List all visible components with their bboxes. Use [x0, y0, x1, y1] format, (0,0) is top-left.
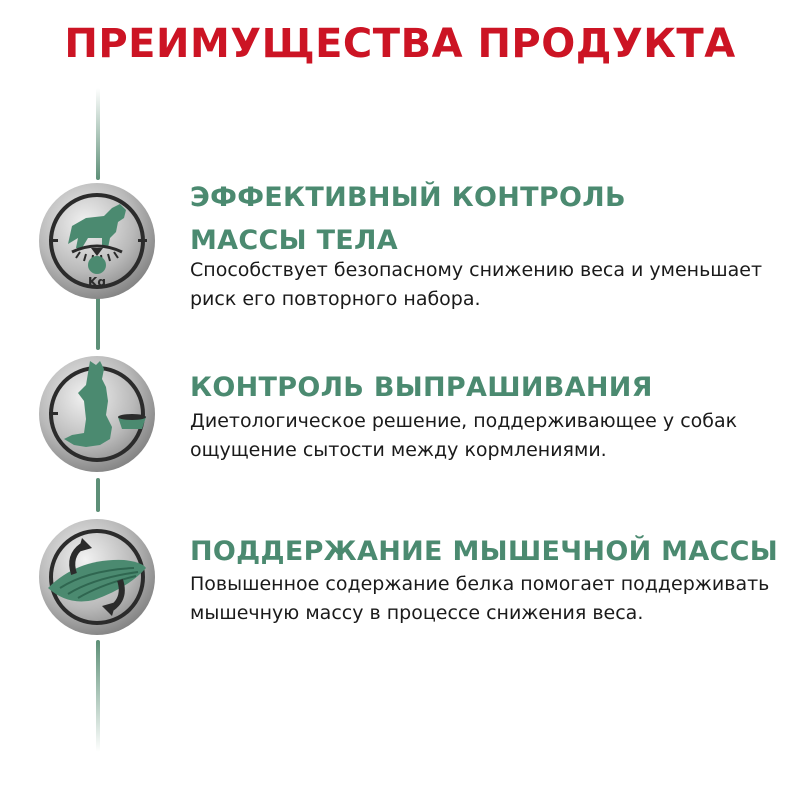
benefit-desc-line: Диетологическое решение, поддерживающее у собак: [190, 410, 738, 432]
benefit-title-line: ЭФФЕКТИВНЫЙ КОНТРОЛЬ: [190, 182, 626, 213]
dog-weight-scale-icon: [38, 182, 156, 300]
benefit-desc-line: Способствует безопасному снижению веса и уменьшает: [190, 259, 763, 281]
benefit-description: [190, 407, 790, 465]
benefit-description: [190, 256, 790, 314]
benefit-title-line: КОНТРОЛЬ ВЫПРАШИВАНИЯ: [190, 372, 653, 403]
kg-label: Kg: [88, 275, 106, 289]
timeline-line: [96, 296, 100, 350]
timeline-line: [96, 478, 100, 512]
benefit-desc-line: ощущение сытости между кормлениями.: [190, 439, 607, 461]
benefit-desc-line: мышечную массу в процессе снижения веса.: [190, 602, 644, 624]
benefit-title: [190, 366, 780, 409]
benefit-title: [190, 176, 780, 262]
benefit-title: [190, 530, 780, 573]
timeline-line: [96, 640, 100, 752]
dog-begging-bowl-icon: [38, 355, 156, 473]
benefit-desc-line: риск его повторного набора.: [190, 288, 481, 310]
muscle-cycle-icon: [38, 518, 156, 636]
page-title: ПРЕИМУЩЕСТВА ПРОДУКТА: [64, 21, 736, 67]
timeline-line: [96, 88, 100, 180]
benefit-desc-line: Повышенное содержание белка помогает поддерживать: [190, 573, 770, 595]
benefit-title-line: МАССЫ ТЕЛА: [190, 225, 398, 256]
benefit-title-line: ПОДДЕРЖАНИЕ МЫШЕЧНОЙ МАССЫ: [190, 536, 779, 567]
benefit-description: [190, 570, 790, 628]
